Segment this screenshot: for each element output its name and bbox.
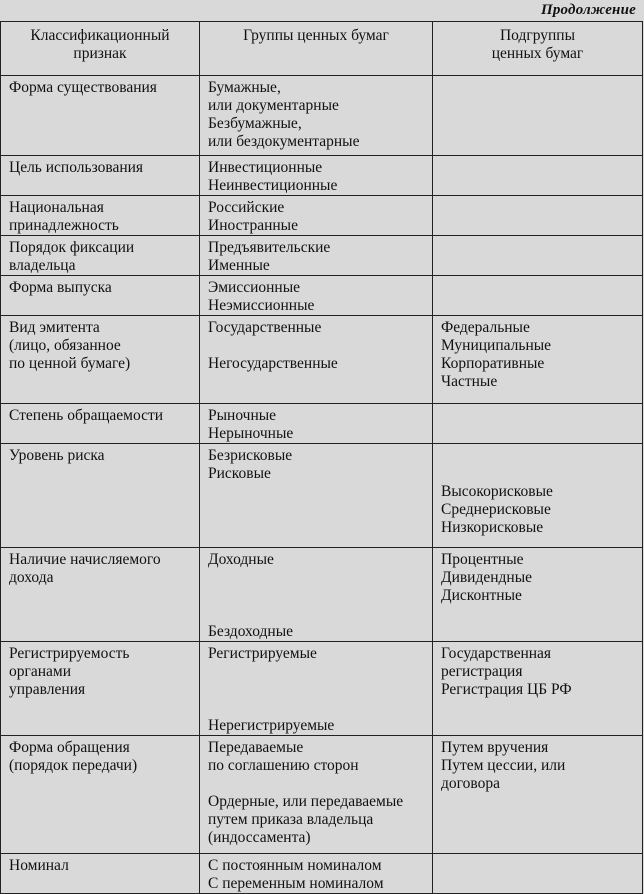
continuation-caption: Продолжение xyxy=(540,2,636,18)
table-row xyxy=(1,236,643,276)
cell-line: Безрисковые xyxy=(208,447,293,464)
cell-line: Неэмиссионные xyxy=(208,297,315,314)
cell-line: Предъявительские xyxy=(208,239,331,256)
cell-line xyxy=(208,775,432,793)
cell-line: Государственные xyxy=(208,319,322,336)
table-header-row xyxy=(1,22,643,76)
cell-line: Регистрируемость xyxy=(9,645,130,662)
criterion-cell xyxy=(1,316,200,404)
subgroup-cell xyxy=(433,736,643,854)
cell-line: путем приказа владельца xyxy=(208,811,374,828)
subgroup-cell xyxy=(433,404,643,444)
cell-line: договора xyxy=(441,775,500,792)
cell-line xyxy=(208,337,432,355)
header-securities-groups xyxy=(200,22,433,76)
cell-line: Порядок фиксации xyxy=(9,239,135,256)
table-row xyxy=(1,736,643,854)
cell-line: Нерегистрируемые xyxy=(208,717,335,734)
table-row xyxy=(1,642,643,736)
cell-line: Путем вручения xyxy=(441,739,549,756)
subgroup-cell xyxy=(433,76,643,156)
header-line: признак xyxy=(73,45,127,62)
cell-line xyxy=(208,587,432,605)
subgroup-cell xyxy=(433,196,643,236)
cell-line: или бездокументарные xyxy=(208,133,360,150)
group-cell xyxy=(200,156,433,196)
subgroup-cell xyxy=(433,642,643,736)
subgroup-cell xyxy=(433,156,643,196)
cell-line: владельца xyxy=(9,257,76,274)
group-cell xyxy=(200,196,433,236)
cell-line xyxy=(208,681,432,699)
cell-line: Инвестиционные xyxy=(208,159,323,176)
criterion-cell xyxy=(1,854,200,894)
criterion-cell xyxy=(1,196,200,236)
criterion-cell xyxy=(1,236,200,276)
cell-line: (индоссамента) xyxy=(208,829,311,846)
cell-line: Бумажные, xyxy=(208,79,281,96)
cell-line: управления xyxy=(9,681,86,698)
group-cell xyxy=(200,404,433,444)
cell-line: Бездоходные xyxy=(208,623,294,640)
group-cell xyxy=(200,548,433,642)
cell-line: Процентные xyxy=(441,551,524,568)
criterion-cell xyxy=(1,76,200,156)
cell-line: Форма обращения xyxy=(9,739,130,756)
cell-line: Рыночные xyxy=(208,407,277,424)
cell-line: Российские xyxy=(208,199,285,216)
cell-line: (лицо, обязанное xyxy=(9,337,121,354)
cell-line: регистрация xyxy=(441,663,523,680)
cell-line: принадлежность xyxy=(9,217,119,234)
subgroup-cell xyxy=(433,444,643,548)
group-cell xyxy=(200,276,433,316)
header-line: Группы ценных бумаг xyxy=(243,27,389,44)
securities-classification-table xyxy=(0,21,643,894)
cell-line xyxy=(441,447,642,465)
cell-line: Низкорисковые xyxy=(441,519,544,536)
table-row xyxy=(1,548,643,642)
cell-line: Среднерисковые xyxy=(441,501,551,518)
cell-line: Нерыночные xyxy=(208,425,294,442)
cell-line: Доходные xyxy=(208,551,274,568)
group-cell xyxy=(200,316,433,404)
criterion-cell xyxy=(1,548,200,642)
cell-line: Дисконтные xyxy=(441,587,522,604)
cell-line: Муниципальные xyxy=(441,337,552,354)
cell-line: Безбумажные, xyxy=(208,115,302,132)
criterion-cell xyxy=(1,156,200,196)
criterion-cell xyxy=(1,642,200,736)
table-row xyxy=(1,854,643,894)
cell-line: органами xyxy=(9,663,72,680)
cell-line: Цель использования xyxy=(9,159,144,176)
cell-line xyxy=(208,569,432,587)
table-row xyxy=(1,276,643,316)
table-row xyxy=(1,444,643,548)
cell-line: Государственная xyxy=(441,645,552,662)
cell-line: Корпоративные xyxy=(441,355,545,372)
cell-line: Иностранные xyxy=(208,217,298,234)
cell-line: или документарные xyxy=(208,97,339,114)
group-cell xyxy=(200,642,433,736)
cell-line: Частные xyxy=(441,373,498,390)
table-row xyxy=(1,316,643,404)
cell-line: по соглашению сторон xyxy=(208,757,359,774)
cell-line: по ценной бумаге) xyxy=(9,355,131,372)
cell-line: дохода xyxy=(9,569,54,586)
header-line: Классификационный xyxy=(30,27,170,44)
cell-line xyxy=(208,605,432,623)
group-cell xyxy=(200,76,433,156)
cell-line: Неинвестиционные xyxy=(208,177,338,194)
table-row xyxy=(1,196,643,236)
group-cell xyxy=(200,444,433,548)
cell-line: Регистрируемые xyxy=(208,645,317,662)
cell-line: С постоянным номиналом xyxy=(208,857,382,874)
cell-line: Наличие начисляемого xyxy=(9,551,161,568)
cell-line: Вид эмитента xyxy=(9,319,100,336)
cell-line: Высокорисковые xyxy=(441,483,553,500)
cell-line: Рисковые xyxy=(208,465,271,482)
subgroup-cell xyxy=(433,276,643,316)
subgroup-cell xyxy=(433,316,643,404)
cell-line: Дивидендные xyxy=(441,569,533,586)
cell-line xyxy=(208,699,432,717)
group-cell xyxy=(200,736,433,854)
group-cell xyxy=(200,236,433,276)
cell-line: Номинал xyxy=(9,857,69,874)
cell-line: С переменным номиналом xyxy=(208,875,384,892)
criterion-cell xyxy=(1,404,200,444)
group-cell xyxy=(200,854,433,894)
header-classification-criterion xyxy=(1,22,200,76)
table-row xyxy=(1,76,643,156)
header-securities-subgroups xyxy=(433,22,643,76)
cell-line: Федеральные xyxy=(441,319,530,336)
table-row xyxy=(1,156,643,196)
cell-line: Форма выпуска xyxy=(9,279,112,296)
header-line: ценных бумаг xyxy=(491,45,584,62)
table-row xyxy=(1,404,643,444)
cell-line: Национальная xyxy=(9,199,104,216)
cell-line: Передаваемые xyxy=(208,739,304,756)
cell-line: Форма существования xyxy=(9,79,157,96)
cell-line: Эмиссионные xyxy=(208,279,301,296)
cell-line: Ордерные, или передаваемые xyxy=(208,793,404,810)
cell-line: Степень обращаемости xyxy=(9,407,164,424)
subgroup-cell xyxy=(433,854,643,894)
cell-line: Регистрация ЦБ РФ xyxy=(441,681,572,698)
cell-line: (порядок передачи) xyxy=(9,757,138,774)
header-line: Подгруппы xyxy=(499,27,576,44)
criterion-cell xyxy=(1,736,200,854)
subgroup-cell xyxy=(433,236,643,276)
cell-line: Путем цессии, или xyxy=(441,757,566,774)
criterion-cell xyxy=(1,276,200,316)
cell-line xyxy=(208,663,432,681)
cell-line: Именные xyxy=(208,257,270,274)
cell-line: Негосударственные xyxy=(208,355,338,372)
cell-line xyxy=(441,465,642,483)
criterion-cell xyxy=(1,444,200,548)
cell-line: Уровень риска xyxy=(9,447,105,464)
subgroup-cell xyxy=(433,548,643,642)
